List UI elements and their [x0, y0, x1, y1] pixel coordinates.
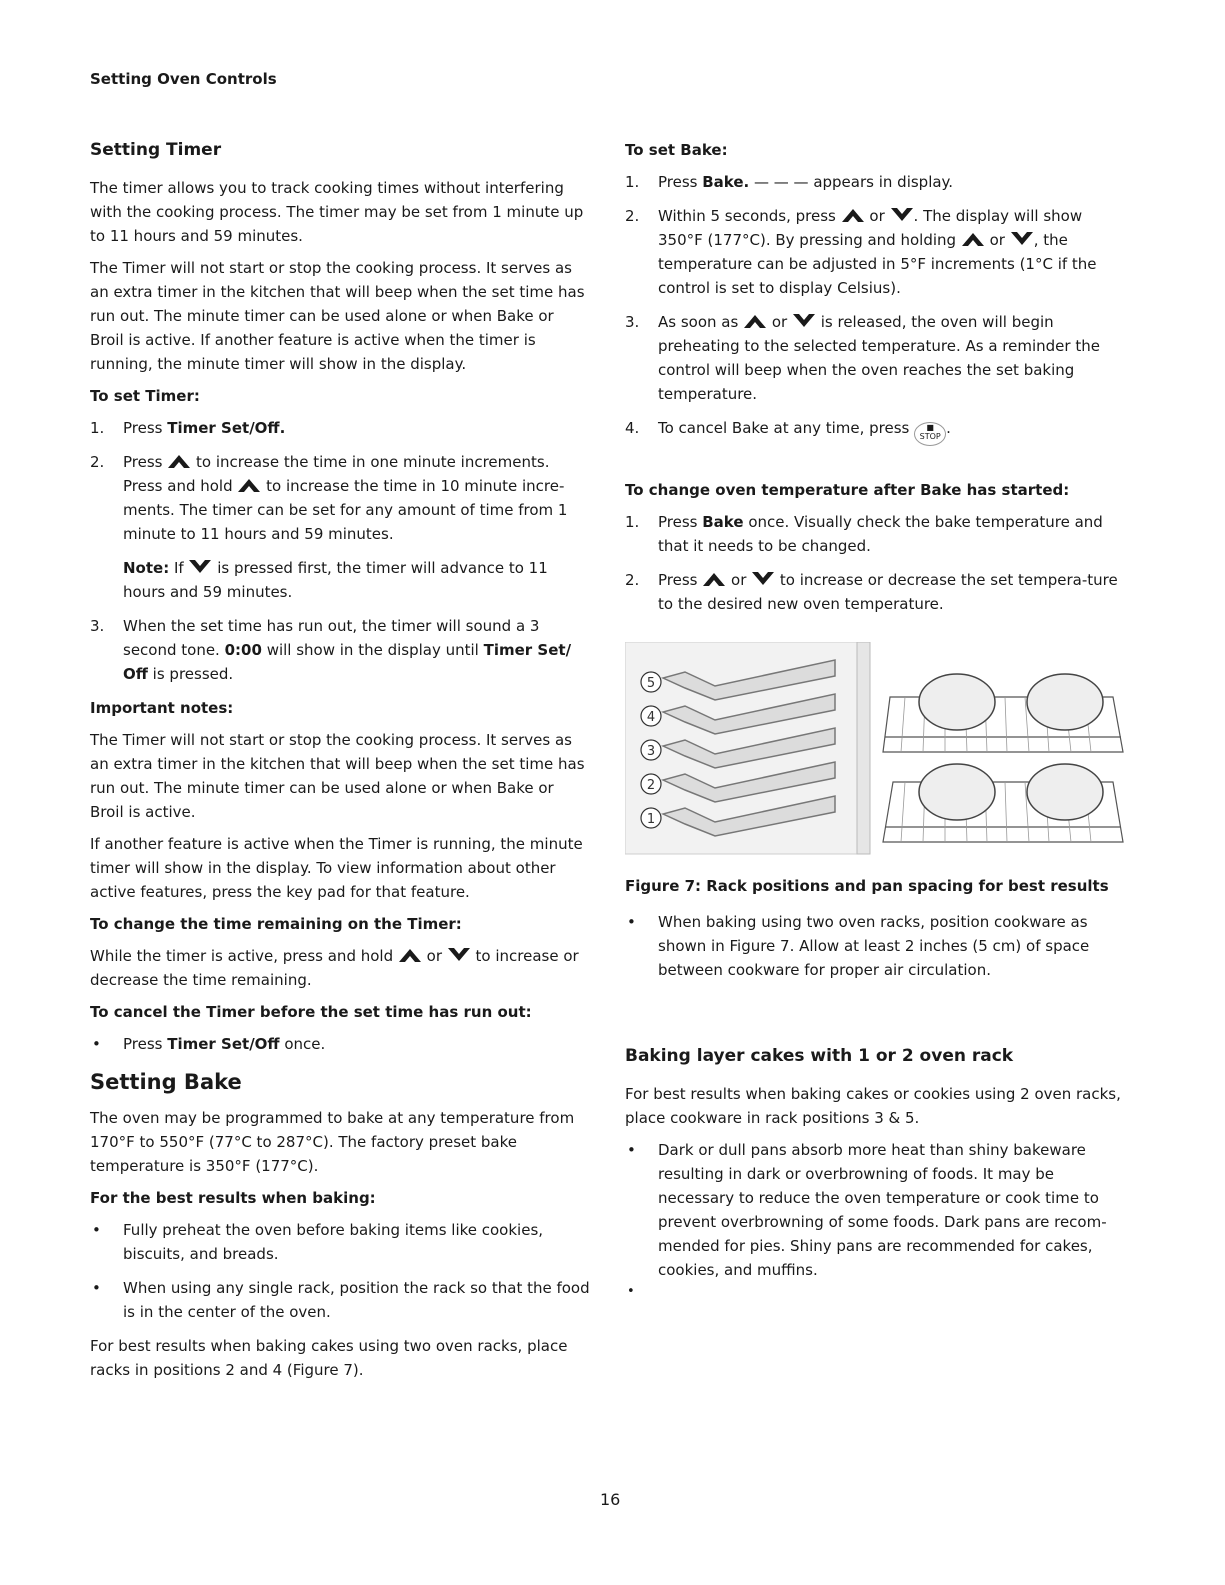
- important-note-2: If another feature is active when the Timer is running, the minute timer will show in the display. To view information about other active features, press the key pad for that feature.: [90, 835, 583, 901]
- up-arrow-icon: [841, 206, 865, 224]
- rack-positions-illustration: [625, 642, 1125, 857]
- cake-pan: [919, 764, 995, 820]
- cake-pan: [1027, 674, 1103, 730]
- set-bake-steps: [625, 170, 1130, 446]
- best-results-heading: For the best results when baking:: [90, 1189, 376, 1207]
- best-results-list: [90, 1218, 590, 1324]
- rack-number-4: 4: [646, 710, 656, 725]
- change-timer-heading: To change the time remaining on the Timer:: [90, 915, 462, 933]
- rack-number-3: 3: [646, 744, 656, 759]
- oven-side-view: [625, 642, 870, 854]
- up-arrow-icon: [961, 230, 985, 248]
- down-arrow-icon: [188, 558, 212, 576]
- rack-number-5: 5: [646, 676, 656, 691]
- set-bake-heading: To set Bake:: [625, 141, 728, 159]
- list-item: 1. Press Timer Set/Off.: [90, 419, 286, 437]
- layer-cakes-heading: Baking layer cakes with 1 or 2 oven rack: [625, 1046, 1014, 1066]
- important-note-1: The Timer will not start or stop the cooking process. It serves as an extra timer in the kitchen that will beep when the set time has run out. The minute timer can be used alone or when Bake or Broil is active.: [90, 731, 585, 821]
- cancel-timer-heading: To cancel the Timer before the set time has run out:: [90, 1003, 532, 1021]
- list-item: 1. Press Bake. — — — appears in display.: [625, 173, 954, 191]
- cake-pan: [919, 674, 995, 730]
- cake-pan: [1027, 764, 1103, 820]
- list-item: • Fully preheat the oven before baking items like cookies, biscuits, and breads.: [92, 1221, 544, 1263]
- bake-intro: The oven may be programmed to bake at any temperature from 170°F to 550°F (77°C to 287°C). The factory preset bake temperature is 350°F (177°C).: [90, 1109, 575, 1175]
- rack-number-2: 2: [646, 778, 656, 793]
- list-item: 1. Press Bake once. Visually check the bake temperature and that it needs to be changed.: [625, 513, 1103, 555]
- up-arrow-icon: [398, 946, 422, 964]
- rack-number-1: 1: [646, 812, 656, 827]
- set-timer-heading: To set Timer:: [90, 387, 200, 405]
- up-arrow-icon: [702, 570, 726, 588]
- stray-bullet: •: [627, 1284, 635, 1299]
- list-item: • When baking using two oven racks, position cookware as shown in Figure 7. Allow at least 2 inches (5 cm) of space between cookware for proper air circulation.: [627, 913, 1090, 979]
- change-temp-steps: [625, 510, 1130, 616]
- setting-timer-heading: Setting Timer: [90, 140, 222, 160]
- down-arrow-icon: [792, 312, 816, 330]
- key-timer-set-off: Timer Set/Off.: [167, 419, 286, 437]
- set-timer-steps: [90, 416, 590, 686]
- list-item: • When using any single rack, position the rack so that the food is in the center of the oven.: [92, 1279, 590, 1321]
- change-timer-text: While the timer is active, press and hold or to increase or decrease the time remaining.: [90, 947, 579, 989]
- right-column: [625, 138, 1130, 1292]
- important-notes-heading: Important notes:: [90, 699, 234, 717]
- timer-intro-1: The timer allows you to track cooking times without interfering with the cooking process. The timer may be set from 1 minute up to 11 hours and 59 minutes.: [90, 179, 584, 245]
- list-item: 2. Press or to increase or decrease the set tempera-ture to the desired new oven temperature.: [625, 571, 1118, 613]
- list-item: • Press Timer Set/Off once.: [92, 1035, 326, 1053]
- up-arrow-icon: [237, 476, 261, 494]
- pan-spacing-view: [883, 674, 1123, 842]
- timer-note: Note: If is pressed first, the timer will advance to 11 hours and 59 minutes.: [123, 559, 548, 601]
- figure-notes: [625, 910, 1130, 982]
- list-item: 3. As soon as or is released, the oven will begin preheating to the selected temperature. As a reminder the control will beep when the oven reaches the set baking temperature.: [625, 313, 1100, 403]
- timer-intro-2: The Timer will not start or stop the cooking process. It serves as an extra timer in the kitchen that will beep when the set time has run out. The minute timer can be used alone or when Bake or Broil is active. If another feature is active when the timer is running, the minute timer will show in the display.: [90, 259, 585, 373]
- setting-bake-heading: Setting Bake: [90, 1070, 242, 1094]
- stop-button-icon: ■ STOP: [914, 422, 946, 446]
- layer-cakes-intro: For best results when baking cakes or cookies using 2 oven racks, place cookware in rack positions 3 & 5.: [625, 1085, 1121, 1127]
- down-arrow-icon: [751, 570, 775, 588]
- section-title: Setting Oven Controls: [90, 70, 277, 88]
- list-item: 4. To cancel Bake at any time, press ■ STOP .: [625, 416, 1130, 446]
- left-column: [90, 138, 590, 1390]
- list-item: 3. When the set time has run out, the timer will sound a 3 second tone. 0:00 will show in the display until Timer Set/ Off is pressed.: [90, 617, 572, 683]
- page-number: 16: [600, 1490, 621, 1509]
- list-item: 2. Within 5 seconds, press or . The display will show 350°F (177°C). By pressing and holding or , the temperature can be adjusted in 5°F increments (1°C if the control is set to display Celsius).: [625, 207, 1097, 297]
- down-arrow-icon: [447, 946, 471, 964]
- change-temp-heading: To change oven temperature after Bake has started:: [625, 481, 1070, 499]
- layer-cakes-list: [625, 1138, 1130, 1282]
- list-item: 2. Press to increase the time in one minute increments. Press and hold to increase the time in 10 minute incre-ments. The timer can be set for any amount of time from 1 minute to 11 hours and 59 minutes. Note: If is pressed first, the timer will advance to 11 hours and 59 minutes.: [90, 450, 590, 604]
- down-arrow-icon: [1010, 230, 1034, 248]
- cancel-timer-list: [90, 1032, 590, 1056]
- figure-caption: Figure 7: Rack positions and pan spacing for best results: [625, 877, 1109, 895]
- up-arrow-icon: [743, 312, 767, 330]
- figure-7: [625, 642, 1130, 864]
- up-arrow-icon: [167, 452, 191, 470]
- down-arrow-icon: [890, 206, 914, 224]
- list-item: • Dark or dull pans absorb more heat than shiny bakeware resulting in dark or overbrowning of foods. It may be necessary to reduce the oven temperature or cook time to prevent overbrowning of some foods. Dark pans are recom-mended for pies. Shiny pans are recommended for cakes, cookies, and muffins.: [627, 1141, 1107, 1279]
- two-racks-text: For best results when baking cakes using two oven racks, place racks in positions 2 and 4 (Figure 7).: [90, 1337, 568, 1379]
